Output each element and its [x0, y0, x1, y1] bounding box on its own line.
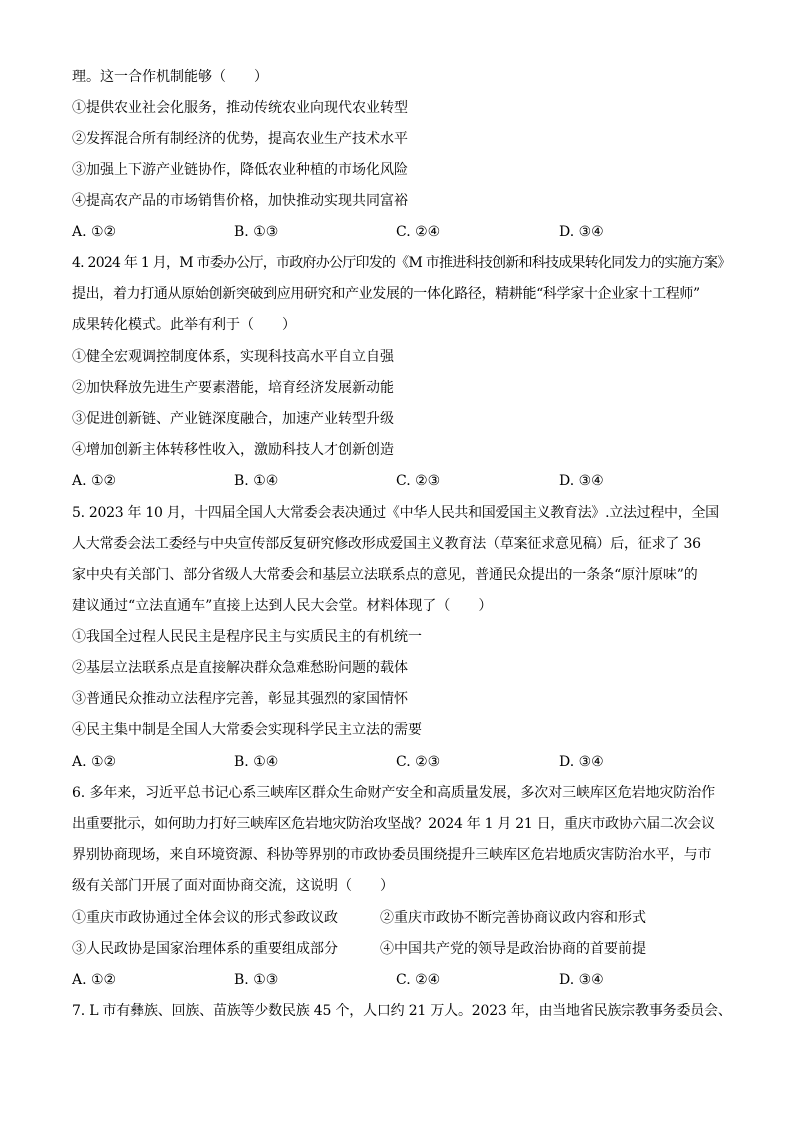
q5-stem-line-3: 家中央有关部门、部分省级人大常委会和基层立法联系点的意见，普通民众提出的一条条“原汁原味”的	[72, 567, 698, 583]
q4-option-c[interactable]: C. ②③	[396, 473, 441, 489]
q3-item-2: ②发挥混合所有制经济的优势，提高农业生产技术水平	[72, 131, 408, 147]
q6-item-4: ④中国共产党的领导是政治协商的首要前提	[380, 941, 646, 957]
q3-option-c[interactable]: C. ②④	[396, 224, 441, 240]
q4-item-2: ②加快释放先进生产要素潜能，培育经济发展新动能	[72, 380, 394, 396]
q3-option-a[interactable]: A. ①②	[72, 224, 117, 240]
q4-stem-line-2: 提出，着力打通从原始创新突破到应用研究和产业发展的一体化路径，精耕能“科学家十企业家十工程师”	[72, 286, 700, 302]
q5-option-b[interactable]: B. ①④	[234, 754, 279, 770]
q5-stem-line-4: 建议通过“立法直通车”直接上达到人民大会堂。材料体现了（ ）	[72, 598, 493, 614]
q5-stem-line-2: 人大常委会法工委经与中央宣传部反复研究修改形成爱国主义教育法（草案征求意见稿）后，征求了 36	[72, 536, 701, 552]
q6-item-1: ①重庆市政协通过全体会议的形式参政议政	[72, 910, 338, 926]
q4-option-a[interactable]: A. ①②	[72, 473, 117, 489]
q6-option-c[interactable]: C. ②④	[396, 972, 441, 988]
q4-option-b[interactable]: B. ①④	[234, 473, 279, 489]
q5-stem-line-1: 5. 2023 年 10 月，十四届全国人大常委会表决通过《中华人民共和国爱国主义教育法》.立法过程中，全国	[72, 505, 719, 521]
q5-item-3: ③普通民众推动立法程序完善，彰显其强烈的家国情怀	[72, 691, 408, 707]
q6-option-b[interactable]: B. ①③	[234, 972, 279, 988]
q6-stem-line-2: 出重要批示，如何助力打好三峡库区危岩地灾防治攻坚战？2024 年 1 月 21 日，重庆市政协六届二次会议	[72, 816, 715, 832]
q5-item-4: ④民主集中制是全国人大常委会实现科学民主立法的需要	[72, 722, 422, 738]
q3-item-3: ③加强上下游产业链协作，降低农业种植的市场化风险	[72, 162, 408, 178]
q4-item-3: ③促进创新链、产业链深度融合，加速产业转型升级	[72, 411, 394, 427]
q5-option-a[interactable]: A. ①②	[72, 754, 117, 770]
q6-stem-line-1: 6. 多年来，习近平总书记心系三峡库区群众生命财产安全和高质量发展，多次对三峡库区危岩地灾防治作	[72, 785, 716, 801]
q5-item-1: ①我国全过程人民民主是程序民主与实质民主的有机统一	[72, 629, 422, 645]
q3-option-b[interactable]: B. ①③	[234, 224, 279, 240]
q4-option-d[interactable]: D. ③④	[559, 473, 604, 489]
q5-item-2: ②基层立法联系点是直接解决群众急难愁盼问题的载体	[72, 660, 408, 676]
q3-item-4: ④提高农产品的市场销售价格，加快推动实现共同富裕	[72, 193, 408, 209]
q4-item-4: ④增加创新主体转移性收入，激励科技人才创新创造	[72, 442, 394, 458]
q6-item-2: ②重庆市政协不断完善协商议政内容和形式	[380, 910, 646, 926]
q4-stem-line-1: 4. 2024 年 1 月，M 市委办公厅，市政府办公厅印发的《M 市推进科技创新和科技成果转化同发力的实施方案》	[72, 255, 731, 271]
q3-stem-tail: 理。这一合作机制能够（ ）	[72, 69, 268, 85]
q6-option-a[interactable]: A. ①②	[72, 972, 117, 988]
q4-item-1: ①健全宏观调控制度体系，实现科技高水平自立自强	[72, 349, 394, 365]
q5-option-c[interactable]: C. ②③	[396, 754, 441, 770]
q4-stem-line-3: 成果转化模式。此举有利于（ ）	[72, 317, 296, 333]
q6-stem-line-4: 级有关部门开展了面对面协商交流，这说明（ ）	[72, 878, 394, 894]
q3-option-d[interactable]: D. ③④	[559, 224, 604, 240]
q7-stem-line-1: 7. L 市有彝族、回族、苗族等少数民族 45 个，人口约 21 万人。2023 年，由当地省民族宗教事务委员会、	[72, 1003, 732, 1019]
q3-item-1: ①提供农业社会化服务，推动传统农业向现代农业转型	[72, 100, 408, 116]
q6-option-d[interactable]: D. ③④	[559, 972, 604, 988]
q5-option-d[interactable]: D. ③④	[559, 754, 604, 770]
q6-item-3: ③人民政协是国家治理体系的重要组成部分	[72, 941, 338, 957]
q6-stem-line-3: 界别协商现场，来自环境资源、科协等界别的市政协委员围绕提升三峡库区危岩地质灾害防治水平，与市	[72, 847, 712, 863]
